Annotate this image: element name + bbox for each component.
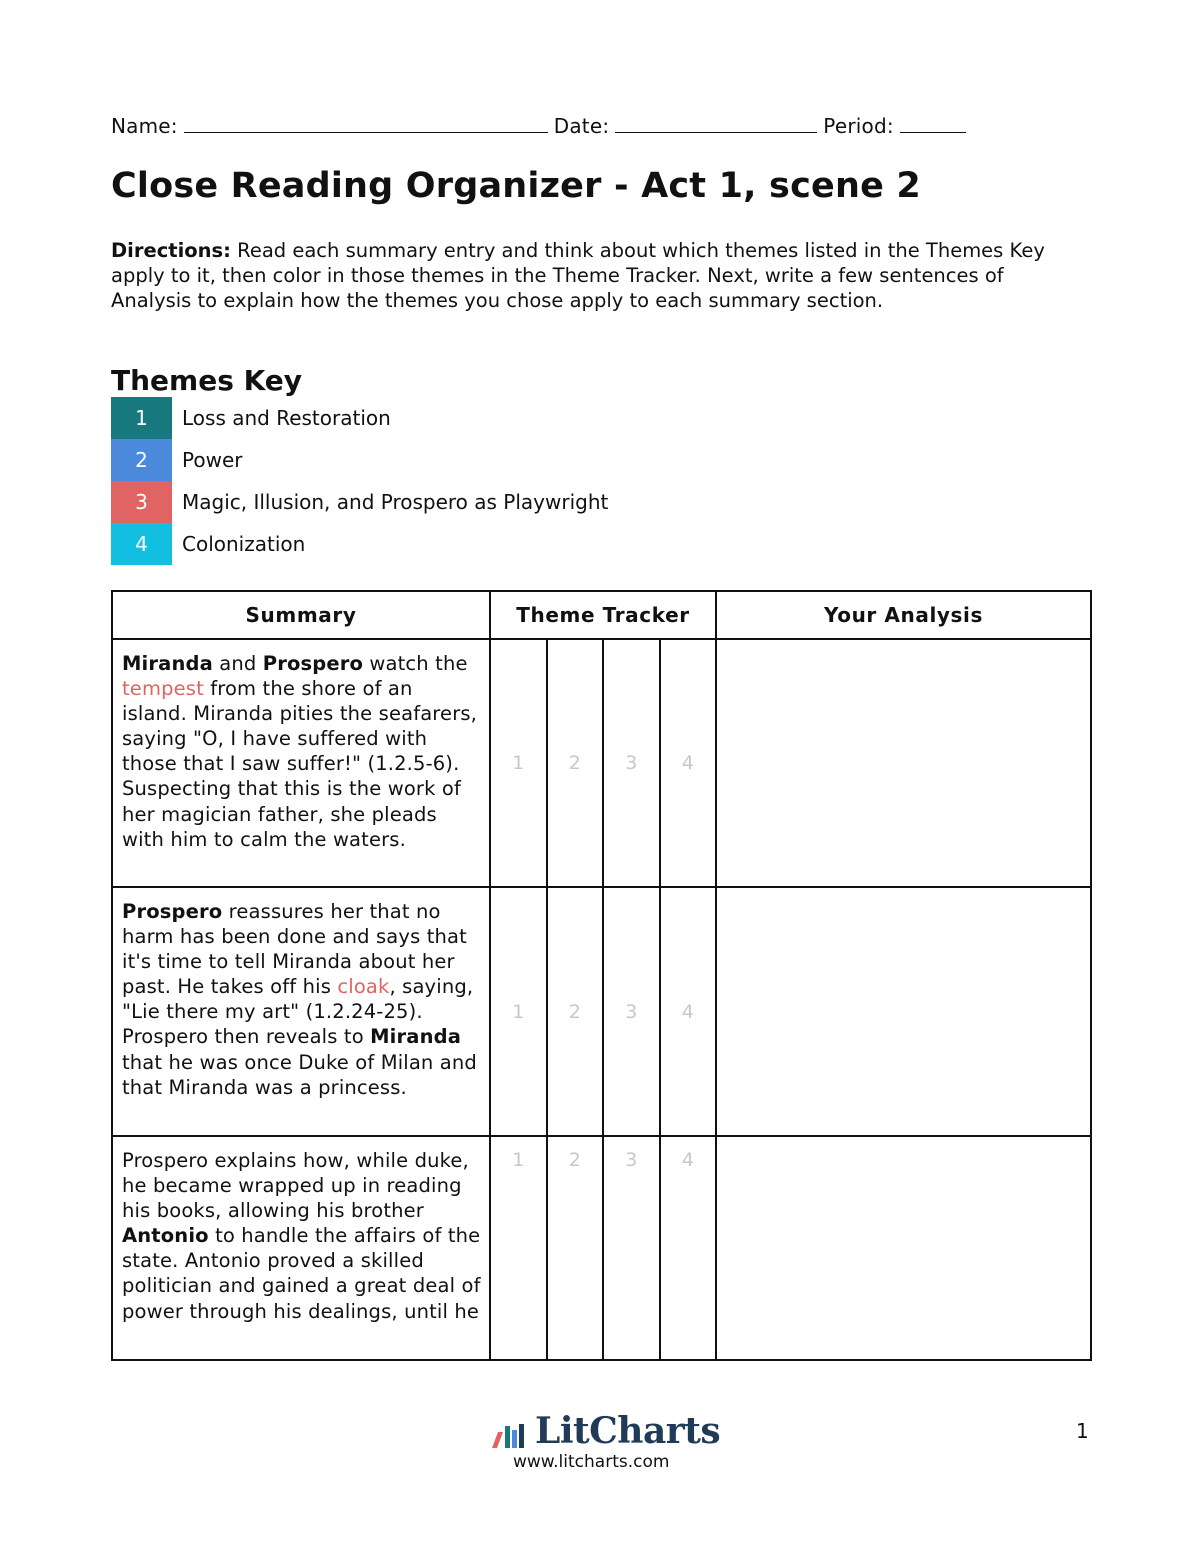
date-label: Date: — [553, 114, 610, 138]
theme-label: Colonization — [182, 532, 306, 556]
theme-tracker-box-2[interactable]: 2 — [546, 888, 603, 1135]
theme-tracker-cell — [490, 887, 716, 1136]
logo-wordmark: LitCharts — [535, 1410, 721, 1452]
student-info-line — [111, 112, 972, 138]
directions — [111, 238, 1086, 313]
name-label: Name: — [111, 114, 178, 138]
directions-text: Read each summary entry and think about which themes listed in the Themes Key apply to it, then color in those themes in the Theme Tracker. Next, write a few sentences of Analysis to explain how the themes you chose apply to each summary section. — [111, 239, 1045, 312]
theme-tracker-box-1[interactable]: 1 — [512, 1000, 525, 1023]
summary-text: that he was once Duke of Milan and that Miranda was a princess. — [122, 1050, 477, 1099]
themes-key-heading: Themes Key — [111, 364, 303, 397]
summary-text: and — [212, 652, 263, 675]
name-blank — [184, 112, 548, 133]
period-blank — [900, 112, 966, 133]
analysis-cell[interactable] — [716, 639, 1091, 887]
header-summary: Summary — [112, 591, 490, 639]
header-theme-tracker: Theme Tracker — [490, 591, 716, 639]
themes-key-list — [111, 397, 608, 565]
directions-label: Directions: — [111, 239, 231, 262]
page-number: 1 — [1076, 1419, 1089, 1443]
theme-key-row — [111, 523, 608, 565]
summary-cell — [112, 1136, 490, 1360]
table-row — [112, 639, 1091, 887]
theme-tracker-box-4[interactable]: 4 — [659, 888, 716, 1135]
date-blank — [615, 112, 817, 133]
theme-tracker-grid — [491, 640, 715, 886]
theme-tracker-cell — [490, 1136, 716, 1360]
summary-text: from the shore of an island. Miranda pities the seafarers, saying "O, I have suffered with those that I saw suffer!" (1.2.5-6). Suspecting that this is the work of her magician father, she pleads with him to calm the waters. — [122, 677, 478, 851]
theme-tracker-grid — [491, 1137, 715, 1359]
summary-text: , saying, "Lie there my art" (1.2.24-25). Prospero then reveals to — [122, 975, 474, 1049]
analysis-cell[interactable] — [716, 1136, 1091, 1360]
theme-label: Power — [182, 448, 243, 472]
page-title: Close Reading Organizer - Act 1, scene 2 — [111, 166, 921, 206]
summary-cell — [112, 639, 490, 887]
character-name: Antonio — [122, 1224, 209, 1248]
theme-number-swatch: 3 — [111, 481, 172, 523]
highlighted-symbol: cloak — [337, 975, 390, 999]
character-name: Miranda — [122, 652, 213, 675]
analysis-cell[interactable] — [716, 887, 1091, 1136]
summary-text: watch the — [363, 652, 468, 675]
theme-label: Magic, Illusion, and Prospero as Playwright — [182, 490, 609, 514]
theme-tracker-box-2[interactable]: 2 — [546, 640, 603, 886]
bar-chart-logo-icon — [488, 1418, 532, 1454]
character-name: Prospero — [262, 652, 364, 675]
theme-tracker-box-1[interactable]: 1 — [512, 1149, 525, 1171]
theme-key-row — [111, 481, 608, 523]
summary-text: Prospero explains how, while duke, he became wrapped up in reading his books, allowing his brother — [122, 1149, 469, 1223]
theme-tracker-box-2[interactable]: 2 — [546, 1137, 603, 1359]
theme-key-row — [111, 397, 608, 439]
theme-tracker-grid — [491, 888, 715, 1135]
theme-number-swatch: 1 — [111, 397, 172, 439]
character-name: Miranda — [370, 1025, 462, 1049]
summary-text: to handle the affairs of the state. Antonio proved a skilled politician and gained a great deal of power through his dealings, until he — [122, 1224, 481, 1323]
theme-key-row — [111, 439, 608, 481]
organizer-table — [111, 590, 1092, 1361]
highlighted-symbol: tempest — [122, 677, 204, 701]
table-row — [112, 887, 1091, 1136]
table-header-row — [112, 591, 1091, 639]
summary-text: reassures her that no harm has been done and says that it's time to tell Miranda about her past. He takes off his — [122, 900, 467, 999]
theme-tracker-box-3[interactable]: 3 — [602, 888, 659, 1135]
site-url[interactable]: www.litcharts.com — [513, 1452, 670, 1472]
theme-tracker-box-3[interactable]: 3 — [602, 1137, 659, 1359]
summary-cell — [112, 887, 490, 1136]
theme-number-swatch: 4 — [111, 523, 172, 565]
theme-tracker-box-4[interactable]: 4 — [659, 1137, 716, 1359]
theme-number-swatch: 2 — [111, 439, 172, 481]
character-name: Prospero — [122, 900, 223, 923]
theme-tracker-box-1[interactable]: 1 — [512, 752, 525, 774]
theme-tracker-cell — [490, 639, 716, 887]
theme-label: Loss and Restoration — [182, 406, 391, 430]
theme-tracker-box-4[interactable]: 4 — [659, 640, 716, 886]
theme-tracker-box-3[interactable]: 3 — [602, 640, 659, 886]
period-label: Period: — [823, 114, 894, 138]
table-row — [112, 1136, 1091, 1360]
header-your-analysis: Your Analysis — [716, 591, 1091, 639]
litcharts-logo — [488, 1410, 721, 1480]
